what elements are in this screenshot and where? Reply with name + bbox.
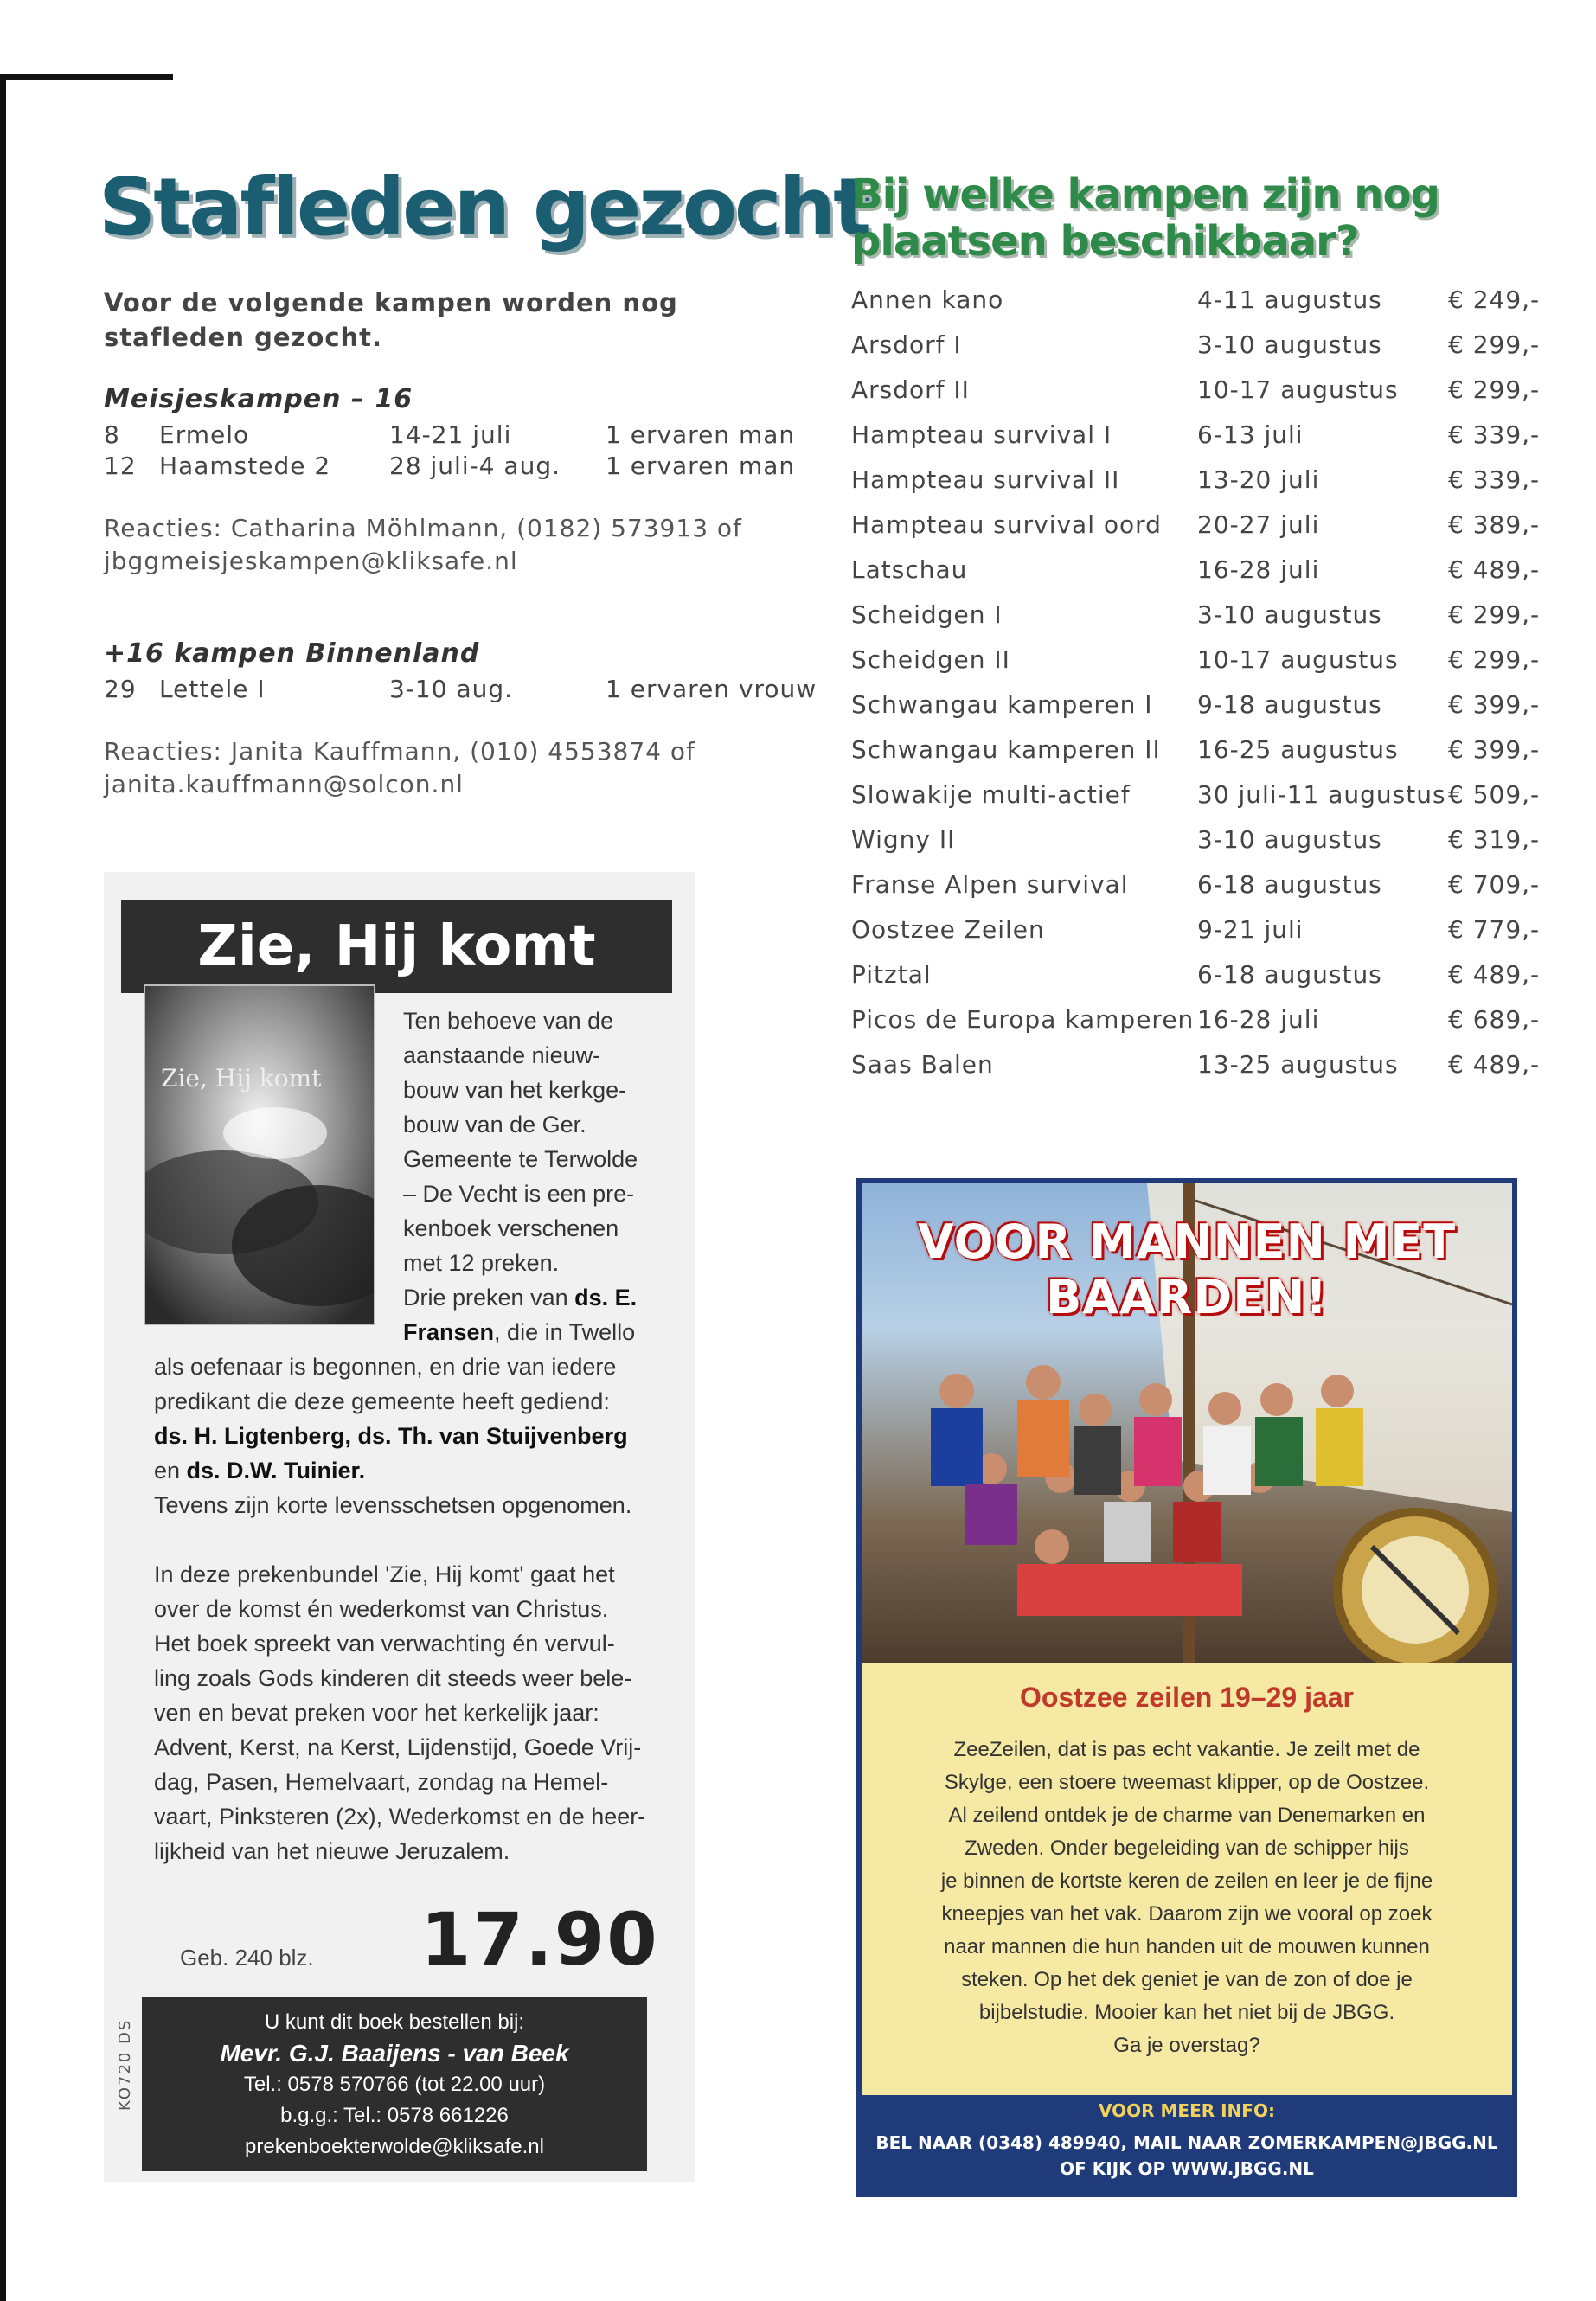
camp-row: [851, 735, 1552, 780]
camp-need: 1 ervaren man: [606, 420, 796, 449]
camp-row: [851, 375, 1552, 420]
book-banner: Zie, Hij komt: [121, 900, 672, 993]
order-phone-alt: b.g.g.: Tel.: 0578 661226: [280, 2104, 509, 2127]
camp-need: 1 ervaren man: [606, 452, 796, 480]
camp-name: Wigny II: [851, 825, 956, 854]
intro-text: Voor de volgende kampen worden nog stafleden gezocht.: [104, 288, 678, 352]
zeilen-info-heading: VOOR MEER INFO:: [1099, 2100, 1275, 2121]
camp-row: [851, 510, 1552, 555]
camp-name: Schwangau kamperen I: [851, 690, 1153, 719]
camp-name: Latschau: [851, 555, 968, 584]
zeilen-contact-website[interactable]: OF KIJK OP WWW.JBGG.NL: [1060, 2158, 1314, 2179]
camp-date: 3-10 augustus: [1197, 825, 1382, 854]
corner-mark-horizontal: [0, 74, 173, 80]
camp-price: € 339,-: [1448, 465, 1541, 494]
camp-date: 6-13 juli: [1197, 420, 1304, 449]
camp-row: [851, 915, 1552, 960]
reactie-contact: Reacties: Catharina Möhlmann, (0182) 573913 of: [104, 514, 742, 542]
camp-date: 3-10 augustus: [1197, 330, 1382, 359]
camp-price: € 509,-: [1448, 780, 1541, 809]
camp-row: [851, 600, 1552, 645]
zeilen-contact: [862, 2130, 1512, 2182]
vacancy-row: [104, 452, 813, 484]
camp-price: € 489,-: [1448, 1050, 1541, 1079]
camp-row: [851, 285, 1552, 330]
book-text-full: als oefenaar is begonnen, en drie van iedere predikant die deze gemeente heeft gediend: ds. H. Ligtenberg, ds. Th. van Stuijvenberg en ds. D.W. Tuinier. Tevens zijn korte levensschetsen opgenomen. In deze prekenbundel 'Zie, Hij komt' gaat het over de komst én wederkomst van Christus. Het boek spreekt van verwachting én vervul- ling zoals Gods kinderen dit steeds weer bele- ven en bevat preken voor het kerkelijk jaar: Advent, Kerst, na Kerst, Lijdenstijd, Goede Vrij- dag, Pasen, Hemelvaart, zondag na Hemel- vaart, Pinksteren (2x), Wederkomst en de heer- lijkheid van het nieuwe Jeruzalem.: [154, 1354, 646, 1864]
reactie-email[interactable]: janita.kauffmann@solcon.nl: [104, 770, 464, 798]
camp-price: € 319,-: [1448, 825, 1541, 854]
camp-name: Hampteau survival I: [851, 420, 1112, 449]
camp-date: 13-20 juli: [1197, 465, 1320, 494]
camp-date: 10-17 augustus: [1197, 375, 1399, 404]
camp-date: 16-28 juli: [1197, 555, 1320, 584]
vacancy-row: [104, 675, 817, 708]
order-name: Mevr. G.J. Baaijens - van Beek: [220, 2040, 569, 2067]
camp-number: 8: [104, 420, 120, 449]
camp-row: [851, 960, 1552, 1005]
order-box: [142, 1997, 647, 2171]
zeilen-subtitle: Oostzee zeilen 19–29 jaar: [1020, 1682, 1354, 1713]
camp-row: [851, 825, 1552, 870]
camp-name: Pitztal: [851, 960, 932, 989]
sailing-group-photo: [862, 1183, 1512, 1663]
camp-date: 9-21 juli: [1197, 915, 1304, 944]
binnenland-heading: +16 kampen Binnenland: [104, 638, 480, 669]
camp-name: Annen kano: [851, 285, 1004, 314]
camp-date: 16-28 juli: [1197, 1005, 1320, 1034]
camp-row: [851, 1005, 1552, 1050]
camp-name: Scheidgen II: [851, 645, 1010, 674]
camp-price: € 489,-: [1448, 555, 1541, 584]
camp-place: Ermelo: [159, 420, 250, 449]
camp-date: 10-17 augustus: [1197, 645, 1399, 674]
reactie-meisjes: [104, 512, 813, 578]
camp-row: [851, 690, 1552, 735]
camp-name: Franse Alpen survival: [851, 870, 1129, 899]
camp-price: € 249,-: [1448, 285, 1541, 314]
camp-name: Picos de Europa kamperen: [851, 1005, 1195, 1034]
camp-name: Saas Balen: [851, 1050, 994, 1079]
zeilen-body: ZeeZeilen, dat is pas echt vakantie. Je zeilt met de Skylge, een stoere tweemast klipper, op de Oostzee. Al zeilend ontdek je de charme van Denemarken en Zweden. Onder begeleiding van de schipper hijs je binnen de kortste keren de zeilen en leer je de fijne kneepjes van het vak. Daarom zijn we vooral op zoek naar mannen die hun handen uit de mouwen kunnen steken. Op het dek geniet je van de zon of doe je bijbelstudie. Mooier kan het niet bij de JBGG. Ga je overstag?: [940, 1738, 1433, 2057]
order-email[interactable]: prekenboekterwolde@kliksafe.nl: [245, 2135, 544, 2158]
camp-row: [851, 1050, 1552, 1095]
camp-place: Haamstede 2: [159, 452, 331, 480]
camp-date: 14-21 juli: [389, 420, 512, 449]
camp-price: € 299,-: [1448, 600, 1541, 629]
order-intro: U kunt dit boek bestellen bij:: [264, 2010, 525, 2034]
camp-date: 20-27 juli: [1197, 510, 1320, 539]
camp-name: Slowakije multi-actief: [851, 780, 1131, 809]
camp-price: € 709,-: [1448, 870, 1541, 899]
camp-row: [851, 465, 1552, 510]
camp-place: Lettele I: [159, 675, 266, 703]
camp-date: 3-10 augustus: [1197, 600, 1382, 629]
camp-price: € 299,-: [1448, 645, 1541, 674]
zeilen-headline-2: BAARDEN!: [1046, 1270, 1328, 1324]
page-title: Stafleden gezocht: [99, 161, 869, 253]
camp-row: [851, 555, 1552, 600]
camp-price: € 299,-: [1448, 330, 1541, 359]
camp-price: € 689,-: [1448, 1005, 1541, 1034]
cloud-sky-icon: [145, 986, 374, 1324]
camp-row: [851, 330, 1552, 375]
camp-name: Oostzee Zeilen: [851, 915, 1045, 944]
camps-title: Bij welke kampen zijn nog plaatsen beschikbaar?: [851, 170, 1439, 266]
cover-title: Zie, Hij komt: [161, 1064, 322, 1093]
camp-date: 4-11 augustus: [1197, 285, 1382, 314]
camp-row: [851, 645, 1552, 690]
camp-row: [851, 420, 1552, 465]
zeilen-headline-1: VOOR MANNEN MET: [917, 1215, 1457, 1269]
camp-date: 30 juli-11 augustus: [1197, 780, 1446, 809]
camp-date: 28 juli-4 aug.: [389, 452, 561, 480]
camp-price: € 299,-: [1448, 375, 1541, 404]
camp-price: € 399,-: [1448, 735, 1541, 764]
book-text-right: Ten behoeve van de aanstaande nieuw- bouw van het kerkge- bouw van de Ger. Gemeente te Terwolde – De Vecht is een pre- kenboek verschenen met 12 preken. Drie preken van ds. E. Fransen, die in Twello: [403, 1008, 638, 1345]
camp-number: 12: [104, 452, 137, 480]
camp-name: Hampteau survival oord: [851, 510, 1162, 539]
camp-date: 6-18 augustus: [1197, 960, 1382, 989]
meisjeskampen-heading: Meisjeskampen – 16: [104, 384, 413, 414]
camp-price: € 399,-: [1448, 690, 1541, 719]
book-price: 17.90: [420, 1897, 659, 1982]
camp-need: 1 ervaren vrouw: [606, 675, 817, 703]
reactie-contact: Reacties: Janita Kauffmann, (010) 4553874 of: [104, 737, 695, 766]
camp-name: Hampteau survival II: [851, 465, 1120, 494]
camp-price: € 779,-: [1448, 915, 1541, 944]
vacancy-row: [104, 420, 813, 453]
camp-price: € 489,-: [1448, 960, 1541, 989]
camp-name: Arsdorf II: [851, 375, 970, 404]
camp-date: 16-25 augustus: [1197, 735, 1399, 764]
zeilen-contact-phone-mail[interactable]: BEL NAAR (0348) 489940, MAIL NAAR ZOMERKAMPEN@JBGG.NL: [875, 2132, 1498, 2153]
ad-code: KO720 DS: [116, 2018, 134, 2111]
camp-name: Schwangau kamperen II: [851, 735, 1161, 764]
camp-date: 3-10 aug.: [389, 675, 514, 703]
reactie-email[interactable]: jbggmeisjeskampen@kliksafe.nl: [104, 547, 518, 575]
camp-date: 6-18 augustus: [1197, 870, 1382, 899]
camp-row: [851, 780, 1552, 825]
camp-name: Scheidgen I: [851, 600, 1003, 629]
book-pages: Geb. 240 blz.: [180, 1945, 314, 1971]
order-phone: Tel.: 0578 570766 (tot 22.00 uur): [243, 2073, 546, 2096]
camp-name: Arsdorf I: [851, 330, 962, 359]
corner-mark-vertical: [0, 74, 6, 2301]
camp-number: 29: [104, 675, 137, 703]
camp-price: € 389,-: [1448, 510, 1541, 539]
book-cover-image: [144, 984, 375, 1325]
camp-date: 13-25 augustus: [1197, 1050, 1399, 1079]
camp-price: € 339,-: [1448, 420, 1541, 449]
camp-date: 9-18 augustus: [1197, 690, 1382, 719]
reactie-binnenland: [104, 735, 813, 801]
camp-row: [851, 870, 1552, 915]
